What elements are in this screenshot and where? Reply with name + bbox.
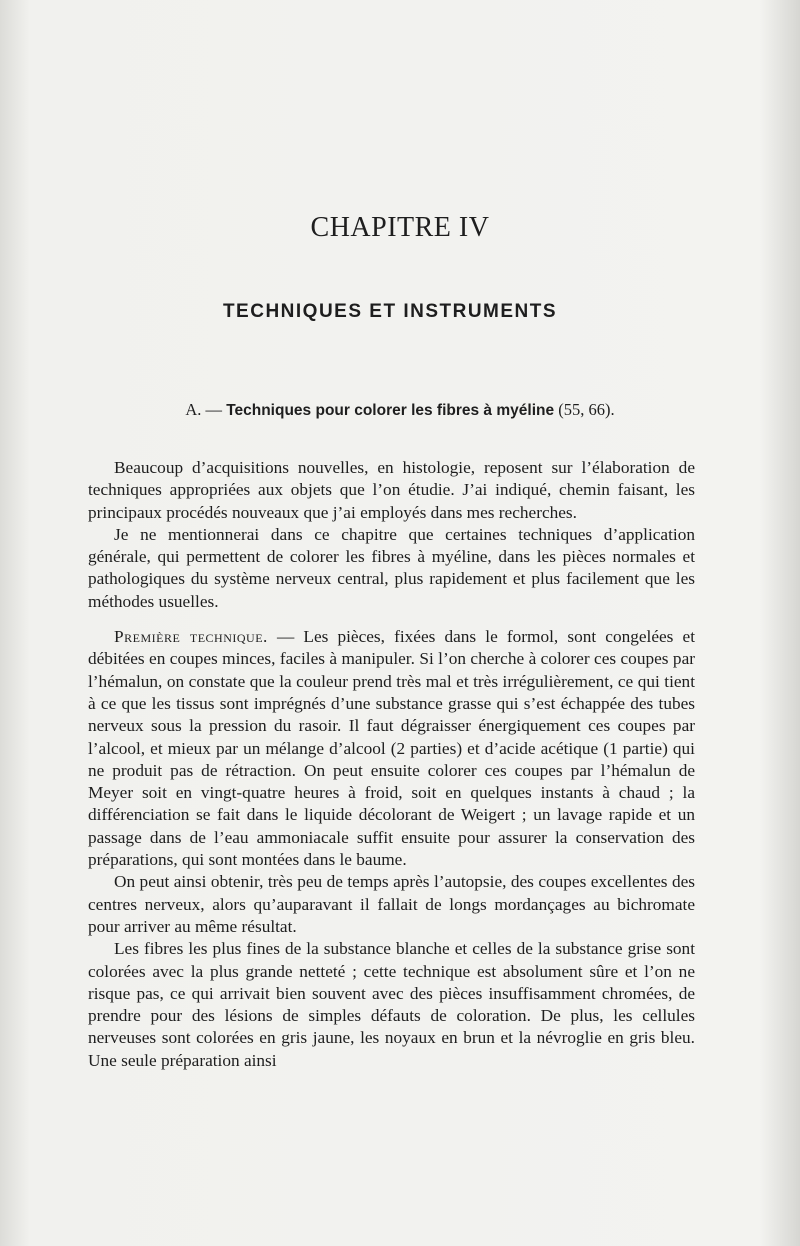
section-title: TECHNIQUES ET INSTRUMENTS xyxy=(222,301,558,322)
chapter-title: CHAPITRE IV xyxy=(310,212,490,243)
technique-text: — Les pièces, fixées dans le formol, sont congelées et débitées en coupes minces, faciles à manipuler. Si l’on cherche à colorer ces coupes par l’hémalun, on constate que la couleur prend très mal et très irrégulièrement, ce qui tient à ce que les tissus sont imprégnés d’une substance grasse qui s’est échappée des tubes nerveux sous la pression du rasoir. Il faut dégraisser énergiquement ces coupes par l’alcool, et mieux par un mélange d’alcool (2 parties) et d’acide acétique (1 partie) qui ne produit pas de rétraction. On peut ensuite colorer ces coupes par l’hémalun de Meyer soit en vingt-quatre heures à froid, soit en quelques instants à chaud ; la différenciation se fait dans le liquide décolorant de Weigert ; un lavage rapide et un passage dans de l’eau ammoniacale suffit ensuite pour assurer la conservation des préparations, qui sont montées dans le baume. xyxy=(88,627,695,870)
subsection-title: Techniques pour colorer les fibres à myéline xyxy=(226,402,555,419)
paragraph: Beaucoup d’acquisitions nouvelles, en histologie, reposent sur l’élaboration de techniques appropriées aux objets que l’on étudie. J’ai indiqué, chemin faisant, les principaux procédés nouveaux que j’ai employés dans mes recherches. xyxy=(88,458,695,522)
body-text xyxy=(88,457,695,1072)
paragraph: On peut ainsi obtenir, très peu de temps après l’autopsie, des coupes excellentes des centres nerveux, alors qu’auparavant il fallait de longs mordançages au bichromate pour arriver au même résultat. xyxy=(88,872,695,936)
subsection-prefix: A. — xyxy=(185,400,223,419)
technique-paragraph xyxy=(88,626,695,871)
paragraph: Je ne mentionnerai dans ce chapitre que certaines techniques d’application générale, qui permettent de colorer les fibres à myéline, dans les pièces normales et pathologiques du système nerveux central, plus rapidement et plus facilement que les méthodes usuelles. xyxy=(88,524,695,611)
technique-label: Première technique. xyxy=(114,627,268,647)
subsection-refs: (55, 66). xyxy=(558,400,615,419)
subsection-heading xyxy=(0,400,800,420)
paragraph: Les fibres les plus fines de la substance blanche et celles de la substance grise sont colorées avec la plus grande netteté ; cette technique est absolument sûre et l’on ne risque pas, ce qui arrivait bien souvent avec des pièces insuffisamment chromées, de prendre pour des lésions de simples défauts de coloration. De plus, les cellules nerveuses sont colorées en gris jaune, les noyaux en brun et la névroglie en gris bleu. Une seule préparation ainsi xyxy=(88,939,695,1070)
